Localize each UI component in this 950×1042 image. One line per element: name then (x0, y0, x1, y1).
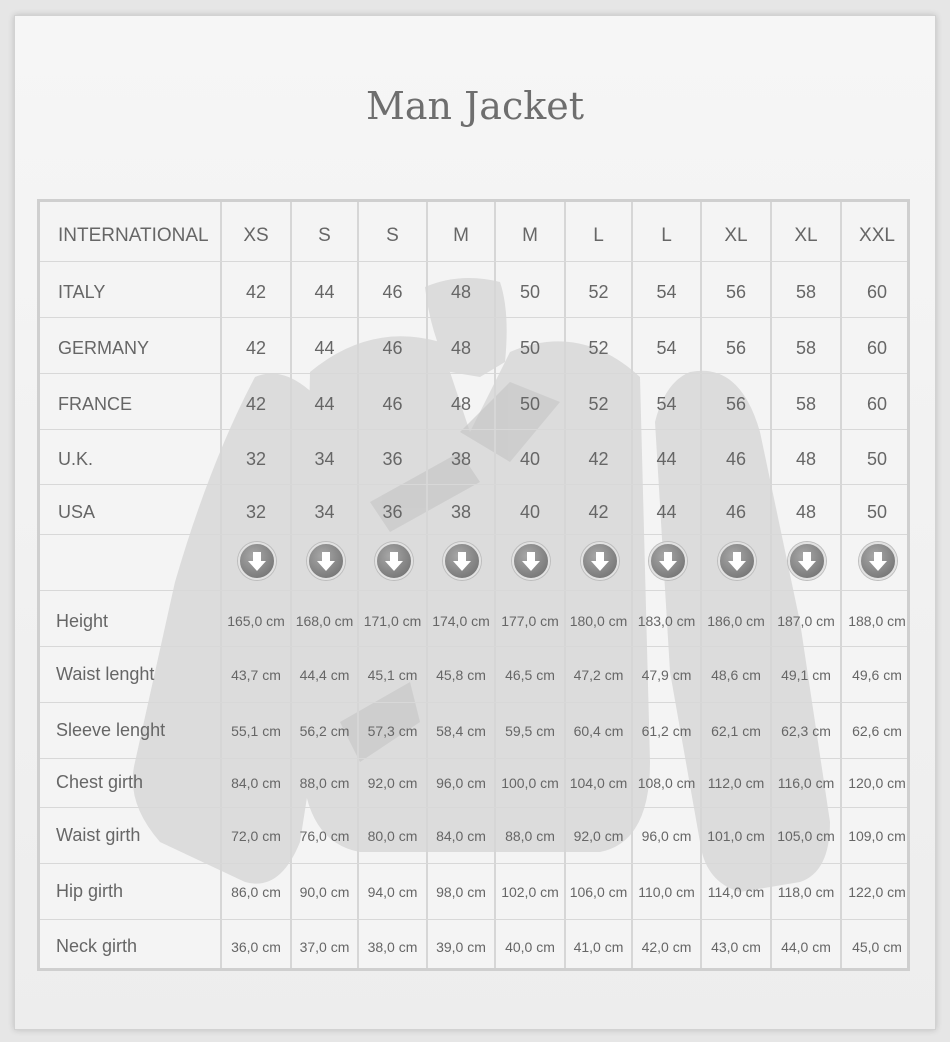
size-cell: 44 (314, 282, 335, 302)
measure-cell: 177,0 cm (501, 613, 559, 629)
measure-cell: 59,5 cm (505, 723, 555, 739)
size-cell: 48 (795, 502, 817, 522)
measure-cell: 96,0 cm (641, 828, 692, 844)
size-cell: 56 (725, 282, 747, 302)
measure-cell: 76,0 cm (299, 828, 350, 844)
size-cell: 60 (866, 282, 888, 302)
measure-cell: 62,1 cm (711, 723, 761, 739)
size-cell: 54 (656, 394, 677, 414)
measure-cell: 92,0 cm (367, 775, 418, 791)
size-cell: 32 (245, 449, 267, 469)
size-cell: 42 (588, 449, 609, 469)
measure-cell: 48,6 cm (711, 667, 761, 683)
row-label: ITALY (58, 282, 106, 302)
download-arrow-icon[interactable] (859, 542, 897, 580)
measure-cell: 80,0 cm (367, 828, 418, 844)
size-cell: 44 (656, 449, 677, 469)
size-cell: 50 (519, 394, 541, 414)
size-cell: 50 (519, 282, 541, 302)
size-cell: 50 (866, 502, 888, 522)
row-divider (40, 534, 910, 535)
measure-cell: 187,0 cm (777, 613, 835, 629)
size-cell: 42 (245, 282, 267, 302)
measure-cell: 55,1 cm (231, 723, 281, 739)
size-header-cell: M (453, 225, 469, 246)
download-arrow-icon[interactable] (788, 542, 826, 580)
measure-cell: 109,0 cm (848, 828, 906, 844)
measure-label: Hip girth (56, 881, 124, 901)
measure-cell: 49,6 cm (852, 667, 902, 683)
measure-cell: 112,0 cm (707, 775, 765, 791)
measure-cell: 60,4 cm (573, 723, 624, 739)
measure-cell: 120,0 cm (848, 775, 906, 791)
measure-cell: 84,0 cm (231, 775, 281, 791)
size-cell: 44 (314, 338, 335, 358)
size-header-cell: XL (794, 225, 818, 246)
measure-cell: 106,0 cm (569, 884, 628, 900)
size-cell: 52 (588, 394, 609, 414)
size-header-cell: L (661, 225, 672, 246)
measure-cell: 61,2 cm (641, 723, 692, 739)
download-arrow-icon[interactable] (581, 542, 619, 580)
size-cell: 54 (656, 282, 677, 302)
size-cell: 34 (314, 449, 335, 469)
download-arrow-icon[interactable] (443, 542, 481, 580)
size-table (37, 199, 910, 971)
measure-cell: 36,0 cm (231, 939, 281, 955)
measure-cell: 45,0 cm (852, 939, 902, 955)
size-cell: 46 (725, 502, 747, 522)
size-cell: 40 (519, 449, 541, 469)
measure-cell: 90,0 cm (299, 884, 350, 900)
measure-label: Sleeve lenght (56, 720, 166, 740)
measure-cell: 114,0 cm (707, 884, 765, 900)
measure-cell: 49,1 cm (781, 667, 831, 683)
size-cell: 46 (725, 449, 747, 469)
measure-cell: 84,0 cm (436, 828, 486, 844)
size-cell: 50 (519, 338, 541, 358)
size-cell: 38 (450, 449, 472, 469)
measure-cell: 96,0 cm (436, 775, 486, 791)
row-label: U.K. (58, 449, 94, 469)
measure-cell: 105,0 cm (777, 828, 835, 844)
row-label: USA (58, 502, 96, 522)
size-header-cell: M (522, 225, 538, 246)
size-cell: 48 (450, 394, 472, 414)
measure-cell: 183,0 cm (637, 613, 696, 629)
size-header-cell: S (318, 225, 331, 246)
download-arrow-icon[interactable] (375, 542, 413, 580)
size-header-cell: XS (243, 225, 269, 246)
measure-cell: 171,0 cm (363, 613, 422, 629)
download-arrow-icon[interactable] (307, 542, 345, 580)
size-cell: 46 (382, 282, 403, 302)
size-cell: 36 (382, 502, 403, 522)
size-header-cell: XL (724, 225, 748, 246)
measure-cell: 56,2 cm (299, 723, 350, 739)
size-cell: 48 (450, 338, 472, 358)
measure-cell: 47,9 cm (641, 667, 692, 683)
measure-cell: 62,3 cm (781, 723, 831, 739)
measure-cell: 42,0 cm (641, 939, 692, 955)
size-cell: 60 (866, 338, 888, 358)
size-cell: 36 (382, 449, 403, 469)
measure-label: Waist lenght (56, 664, 155, 684)
size-cell: 56 (725, 394, 747, 414)
size-cell: 46 (382, 338, 403, 358)
row-label: FRANCE (58, 394, 133, 414)
measure-cell: 92,0 cm (573, 828, 624, 844)
size-cell: 52 (588, 282, 609, 302)
size-cell: 46 (382, 394, 403, 414)
measure-cell: 39,0 cm (436, 939, 486, 955)
measure-cell: 43,7 cm (231, 667, 281, 683)
size-cell: 58 (795, 282, 817, 302)
size-cell: 54 (656, 338, 677, 358)
measure-cell: 58,4 cm (436, 723, 486, 739)
size-cell: 48 (795, 449, 817, 469)
measure-cell: 100,0 cm (501, 775, 559, 791)
measure-cell: 40,0 cm (505, 939, 555, 955)
size-cell: 32 (245, 502, 267, 522)
size-cell: 44 (656, 502, 677, 522)
measure-cell: 44,4 cm (299, 667, 350, 683)
measure-cell: 86,0 cm (231, 884, 281, 900)
size-header-cell: XXL (859, 225, 895, 246)
measure-cell: 38,0 cm (367, 939, 418, 955)
measure-cell: 180,0 cm (569, 613, 628, 629)
measure-cell: 110,0 cm (638, 884, 695, 900)
measure-cell: 46,5 cm (505, 667, 555, 683)
download-arrow-icon[interactable] (512, 542, 550, 580)
size-header-cell: L (593, 225, 604, 246)
measure-cell: 94,0 cm (367, 884, 418, 900)
measure-cell: 72,0 cm (231, 828, 281, 844)
size-cell: 38 (450, 502, 472, 522)
download-arrow-icon[interactable] (718, 542, 756, 580)
size-cell: 42 (245, 394, 267, 414)
measure-cell: 57,3 cm (367, 723, 418, 739)
measure-cell: 45,1 cm (367, 667, 418, 683)
measure-cell: 88,0 cm (505, 828, 555, 844)
measure-label: Chest girth (56, 772, 144, 792)
measure-cell: 186,0 cm (707, 613, 765, 629)
size-cell: 56 (725, 338, 747, 358)
row-label: INTERNATIONAL (58, 225, 209, 246)
measure-cell: 118,0 cm (777, 884, 835, 900)
measure-cell: 174,0 cm (432, 613, 490, 629)
measure-cell: 43,0 cm (711, 939, 761, 955)
size-cell: 50 (866, 449, 888, 469)
measure-cell: 41,0 cm (573, 939, 624, 955)
measure-cell: 45,8 cm (436, 667, 486, 683)
measure-cell: 104,0 cm (569, 775, 628, 791)
measure-cell: 88,0 cm (299, 775, 350, 791)
measure-cell: 37,0 cm (299, 939, 350, 955)
measure-cell: 47,2 cm (573, 667, 624, 683)
download-arrow-icon[interactable] (238, 542, 276, 580)
size-cell: 48 (450, 282, 472, 302)
measure-cell: 98,0 cm (436, 884, 486, 900)
page-title: Man Jacket (365, 84, 585, 128)
row-label: GERMANY (58, 338, 150, 358)
size-cell: 58 (795, 338, 817, 358)
measure-cell: 108,0 cm (637, 775, 696, 791)
size-header-cell: S (386, 225, 399, 246)
measure-cell: 165,0 cm (227, 613, 285, 629)
measure-cell: 116,0 cm (777, 775, 835, 791)
download-arrow-icon[interactable] (649, 542, 687, 580)
measure-label: Height (56, 611, 109, 631)
measure-cell: 102,0 cm (501, 884, 559, 900)
size-cell: 58 (795, 394, 817, 414)
size-cell: 60 (866, 394, 888, 414)
measure-cell: 122,0 cm (848, 884, 906, 900)
size-cell: 44 (314, 394, 335, 414)
measure-cell: 188,0 cm (848, 613, 906, 629)
size-cell: 40 (519, 502, 541, 522)
measure-label: Waist girth (56, 825, 141, 845)
size-cell: 52 (588, 338, 609, 358)
size-cell: 42 (588, 502, 609, 522)
measure-cell: 168,0 cm (295, 613, 354, 629)
measure-cell: 44,0 cm (781, 939, 831, 955)
measure-cell: 101,0 cm (707, 828, 765, 844)
measure-label: Neck girth (56, 936, 138, 956)
size-cell: 34 (314, 502, 335, 522)
size-cell: 42 (245, 338, 267, 358)
measure-cell: 62,6 cm (852, 723, 902, 739)
